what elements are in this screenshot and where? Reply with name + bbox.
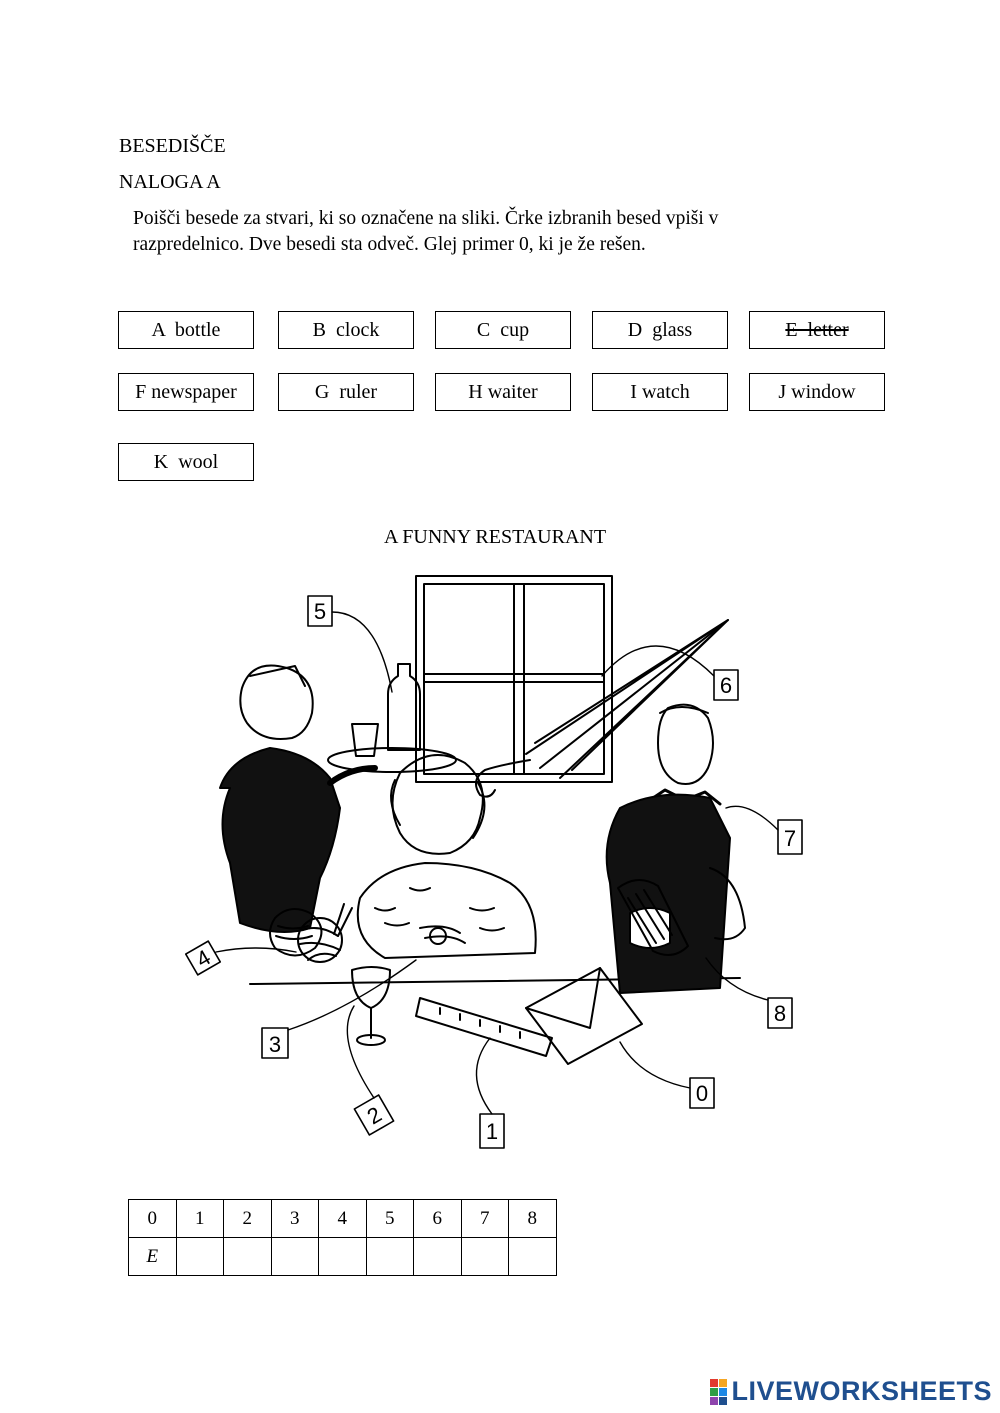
answer-header-1: 1 (176, 1200, 224, 1238)
waiter-drawing (607, 705, 745, 993)
label-5: 5 (313, 599, 327, 624)
word-box-g: G ruler (278, 373, 414, 411)
word-box-e: E letter (749, 311, 885, 349)
answer-table (128, 1199, 557, 1276)
answer-cell-4[interactable] (319, 1238, 367, 1276)
word-box-k: K wool (118, 443, 254, 481)
restaurant-illustration (180, 568, 820, 1158)
logo-square (719, 1379, 727, 1387)
label-0: 0 (695, 1081, 709, 1106)
label-8: 8 (773, 1001, 787, 1026)
answer-header-8: 8 (509, 1200, 557, 1238)
woman-drawing (358, 755, 536, 958)
answer-header-0: 0 (129, 1200, 177, 1238)
answer-cell-6[interactable] (414, 1238, 462, 1276)
pointer-7 (726, 806, 778, 830)
answer-header-6: 6 (414, 1200, 462, 1238)
word-box-h: H waiter (435, 373, 571, 411)
word-box-f: F newspaper (118, 373, 254, 411)
label-7: 7 (783, 826, 797, 851)
answer-cell-7[interactable] (461, 1238, 509, 1276)
logo-square (710, 1397, 718, 1405)
section-title: BESEDIŠČE (119, 135, 226, 157)
word-box-b: B clock (278, 311, 414, 349)
answer-header-3: 3 (271, 1200, 319, 1238)
answer-header-2: 2 (224, 1200, 272, 1238)
label-3: 3 (268, 1032, 282, 1057)
answer-cell-8[interactable] (509, 1238, 557, 1276)
word-box-d: D glass (592, 311, 728, 349)
answer-cell-2[interactable] (224, 1238, 272, 1276)
answer-header-5: 5 (366, 1200, 414, 1238)
word-box-c: C cup (435, 311, 571, 349)
word-box-j: J window (749, 373, 885, 411)
answer-cell-3[interactable] (271, 1238, 319, 1276)
answer-header-4: 4 (319, 1200, 367, 1238)
answer-table-header-row (129, 1200, 557, 1238)
label-4: 4 (191, 944, 215, 973)
answer-cell-5[interactable] (366, 1238, 414, 1276)
answer-cell-1[interactable] (176, 1238, 224, 1276)
wine-glass-drawing (352, 967, 390, 1045)
liveworksheets-logo-text: LIVEWORKSHEETS (731, 1376, 992, 1406)
answer-table-answer-row (129, 1238, 557, 1276)
liveworksheets-logo-icon (710, 1379, 727, 1405)
answer-header-7: 7 (461, 1200, 509, 1238)
liveworksheets-logo[interactable] (710, 1376, 992, 1407)
waitress-drawing (220, 666, 375, 956)
word-box-i: I watch (592, 373, 728, 411)
pointer-1 (476, 1038, 492, 1114)
logo-square (710, 1388, 718, 1396)
pointer-5 (332, 612, 392, 692)
logo-square (719, 1388, 727, 1396)
logo-square (710, 1379, 718, 1387)
task-title: NALOGA A (119, 171, 221, 193)
logo-square (719, 1397, 727, 1405)
pointer-4 (216, 948, 296, 952)
window-drawing (416, 576, 612, 782)
label-1: 1 (485, 1119, 499, 1144)
pointer-0 (620, 1042, 690, 1088)
word-box-a: A bottle (118, 311, 254, 349)
picture-title: A FUNNY RESTAURANT (383, 526, 607, 548)
label-6: 6 (719, 673, 733, 698)
answer-cell-0: E (129, 1238, 177, 1276)
label-2: 2 (362, 1101, 386, 1130)
instructions-text: Poišči besede za stvari, ki so označene na sliki. Črke izbranih besed vpiši v razpredelnico. Dve besedi sta odveč. Glej primer 0, ki je že rešen. (133, 208, 719, 255)
